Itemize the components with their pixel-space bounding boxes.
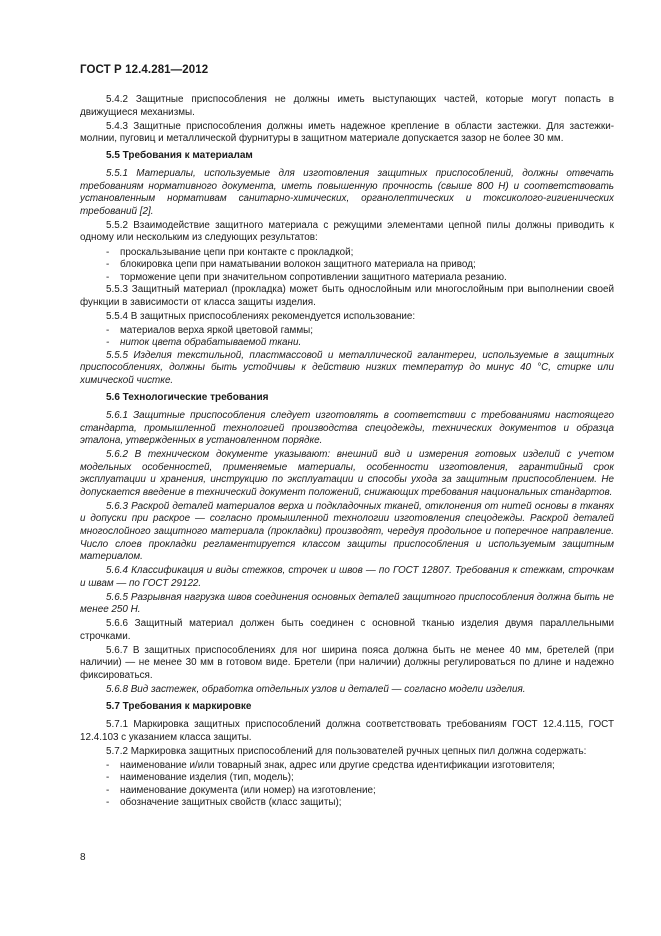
paragraph: 5.5.1 Материалы, используемые для изготовления защитных приспособлений, должны отвечать требованиям нормативного документа, иметь повышенную прочность (свыше 800 Н) и соответствовать установленным нормативам санитарно-химических, органолептических и токсиколого-гигиенических требований [2]. <box>80 168 614 217</box>
paragraph: 5.6.3 Раскрой деталей материалов верха и подкладочных тканей, отклонения от нитей основы в тканях и допуски при раскрое — согласно промышленной технологии изготовления спецодежды. Раскрой деталей многослойного защитного материала (прокладки) производят, чередуя продольное и поперечное направление. Число слоев прокладки регламентируется классом защиты приспособления и используемым защитным материалом. <box>80 500 614 563</box>
paragraph: 5.6.2 В техническом документе указывают: внешний вид и измерения готовых изделий с учетом модельных особенностей, применяемые материалы, особенности изготовления, гарантийный срок эксплуатации и хранения, инструкцию по эксплуатации и способы ухода за защитным приспособлением. Не допускается введение в технический документ положений, снижающих требования национальных стандартов. <box>80 449 614 498</box>
list-item-text: материалов верха яркой цветовой гаммы; <box>120 324 313 336</box>
list-item <box>106 325 614 338</box>
paragraph: 5.5.5 Изделия текстильной, пластмассовой и металлической галантереи, используемые в защитных приспособлениях, должны быть устойчивы к действию низких температур до минус 40 °С, стирке или химической чистке. <box>80 349 614 386</box>
list-item-text: обозначение защитных свойств (класс защиты); <box>120 797 342 809</box>
paragraph: 5.6.1 Защитные приспособления следует изготовлять в соответствии с требованиями настоящего стандарта, промышленной технологией производства спецодежды, технических документов и образца эталона, утвержденных в установленном порядке. <box>80 410 614 447</box>
list-item <box>106 760 614 773</box>
paragraph: 5.6.6 Защитный материал должен быть соединен с основной тканью изделия двумя параллельными строчками. <box>80 618 614 642</box>
dash-marker: - <box>106 246 110 258</box>
dash-marker: - <box>106 784 110 796</box>
page-number: 8 <box>80 852 86 863</box>
paragraph: 5.6.5 Разрывная нагрузка швов соединения основных деталей защитного приспособления должна быть не менее 250 Н. <box>80 591 614 616</box>
paragraph: 5.4.2 Защитные приспособления не должны иметь выступающих частей, которые могут попасть в движущиеся механизмы. <box>80 94 614 118</box>
dash-marker: - <box>106 271 110 283</box>
dash-marker: - <box>106 759 110 771</box>
list-item <box>106 272 614 285</box>
list-item <box>106 785 614 798</box>
list-item <box>106 772 614 785</box>
section-heading: 5.5 Требования к материалам <box>106 149 253 161</box>
dash-marker: - <box>106 797 110 809</box>
list-item <box>106 259 614 272</box>
list-item <box>106 337 614 350</box>
paragraph: 5.7.1 Маркировка защитных приспособлений должна соответствовать требованиям ГОСТ 12.4.115, ГОСТ 12.4.103 с указанием класса защиты. <box>80 719 614 743</box>
dash-marker: - <box>106 259 110 271</box>
paragraph: 5.7.2 Маркировка защитных приспособлений для пользователей ручных цепных пил должна содержать: <box>106 745 587 757</box>
section-heading: 5.7 Требования к маркировке <box>106 700 252 712</box>
list-item <box>106 797 614 810</box>
document-header: ГОСТ Р 12.4.281—2012 <box>80 64 209 76</box>
list-item-text: блокировка цепи при наматывании волокон защитного материала на привод; <box>120 259 476 271</box>
document-body <box>80 94 614 810</box>
section-heading: 5.6 Технологические требования <box>106 391 269 403</box>
paragraph: 5.6.7 В защитных приспособлениях для ног ширина пояса должна быть не менее 40 мм, бретелей (при наличии) — не менее 30 мм в готовом виде. Бретели (при наличии) должны регулироваться по длине и надежно фиксироваться. <box>80 644 614 682</box>
list-item <box>106 247 614 260</box>
paragraph: 5.5.3 Защитный материал (прокладка) может быть однослойным или многослойным при выполнении своей функции в зависимости от класса защиты изделия. <box>80 284 614 308</box>
list-item-text: проскальзывание цепи при контакте с прокладкой; <box>120 246 354 258</box>
paragraph: 5.6.4 Классификация и виды стежков, строчек и швов — по ГОСТ 12807. Требования к стежкам, строчкам и швам — по ГОСТ 29122. <box>80 565 614 589</box>
list-item-text: торможение цепи при значительном сопротивлении защитного материала резанию. <box>120 271 507 283</box>
dash-marker: - <box>106 337 110 349</box>
list-item-text: наименование изделия (тип, модель); <box>120 772 294 784</box>
paragraph: 5.4.3 Защитные приспособления должны иметь надежное крепление в области застежки. Для застежки-молнии, пуговиц и металлической фурнитуры в защитном материале допускается зазор не более 30 мм. <box>80 120 614 145</box>
paragraph: 5.5.2 Взаимодействие защитного материала с режущими элементами цепной пилы должны приводить к одному или нескольким из следующих результатов: <box>80 219 614 244</box>
paragraph: 5.5.4 В защитных приспособлениях рекомендуется использование: <box>106 310 416 322</box>
list-item-text: наименование и/или товарный знак, адрес или другие средства идентификации изготовителя; <box>120 759 555 771</box>
list-item-text: ниток цвета обрабатываемой ткани. <box>120 337 302 349</box>
dash-marker: - <box>106 772 110 784</box>
dash-marker: - <box>106 324 110 336</box>
list-item-text: наименование документа (или номер) на изготовление; <box>120 784 376 796</box>
paragraph: 5.6.8 Вид застежек, обработка отдельных узлов и деталей — согласно модели изделия. <box>106 684 526 696</box>
